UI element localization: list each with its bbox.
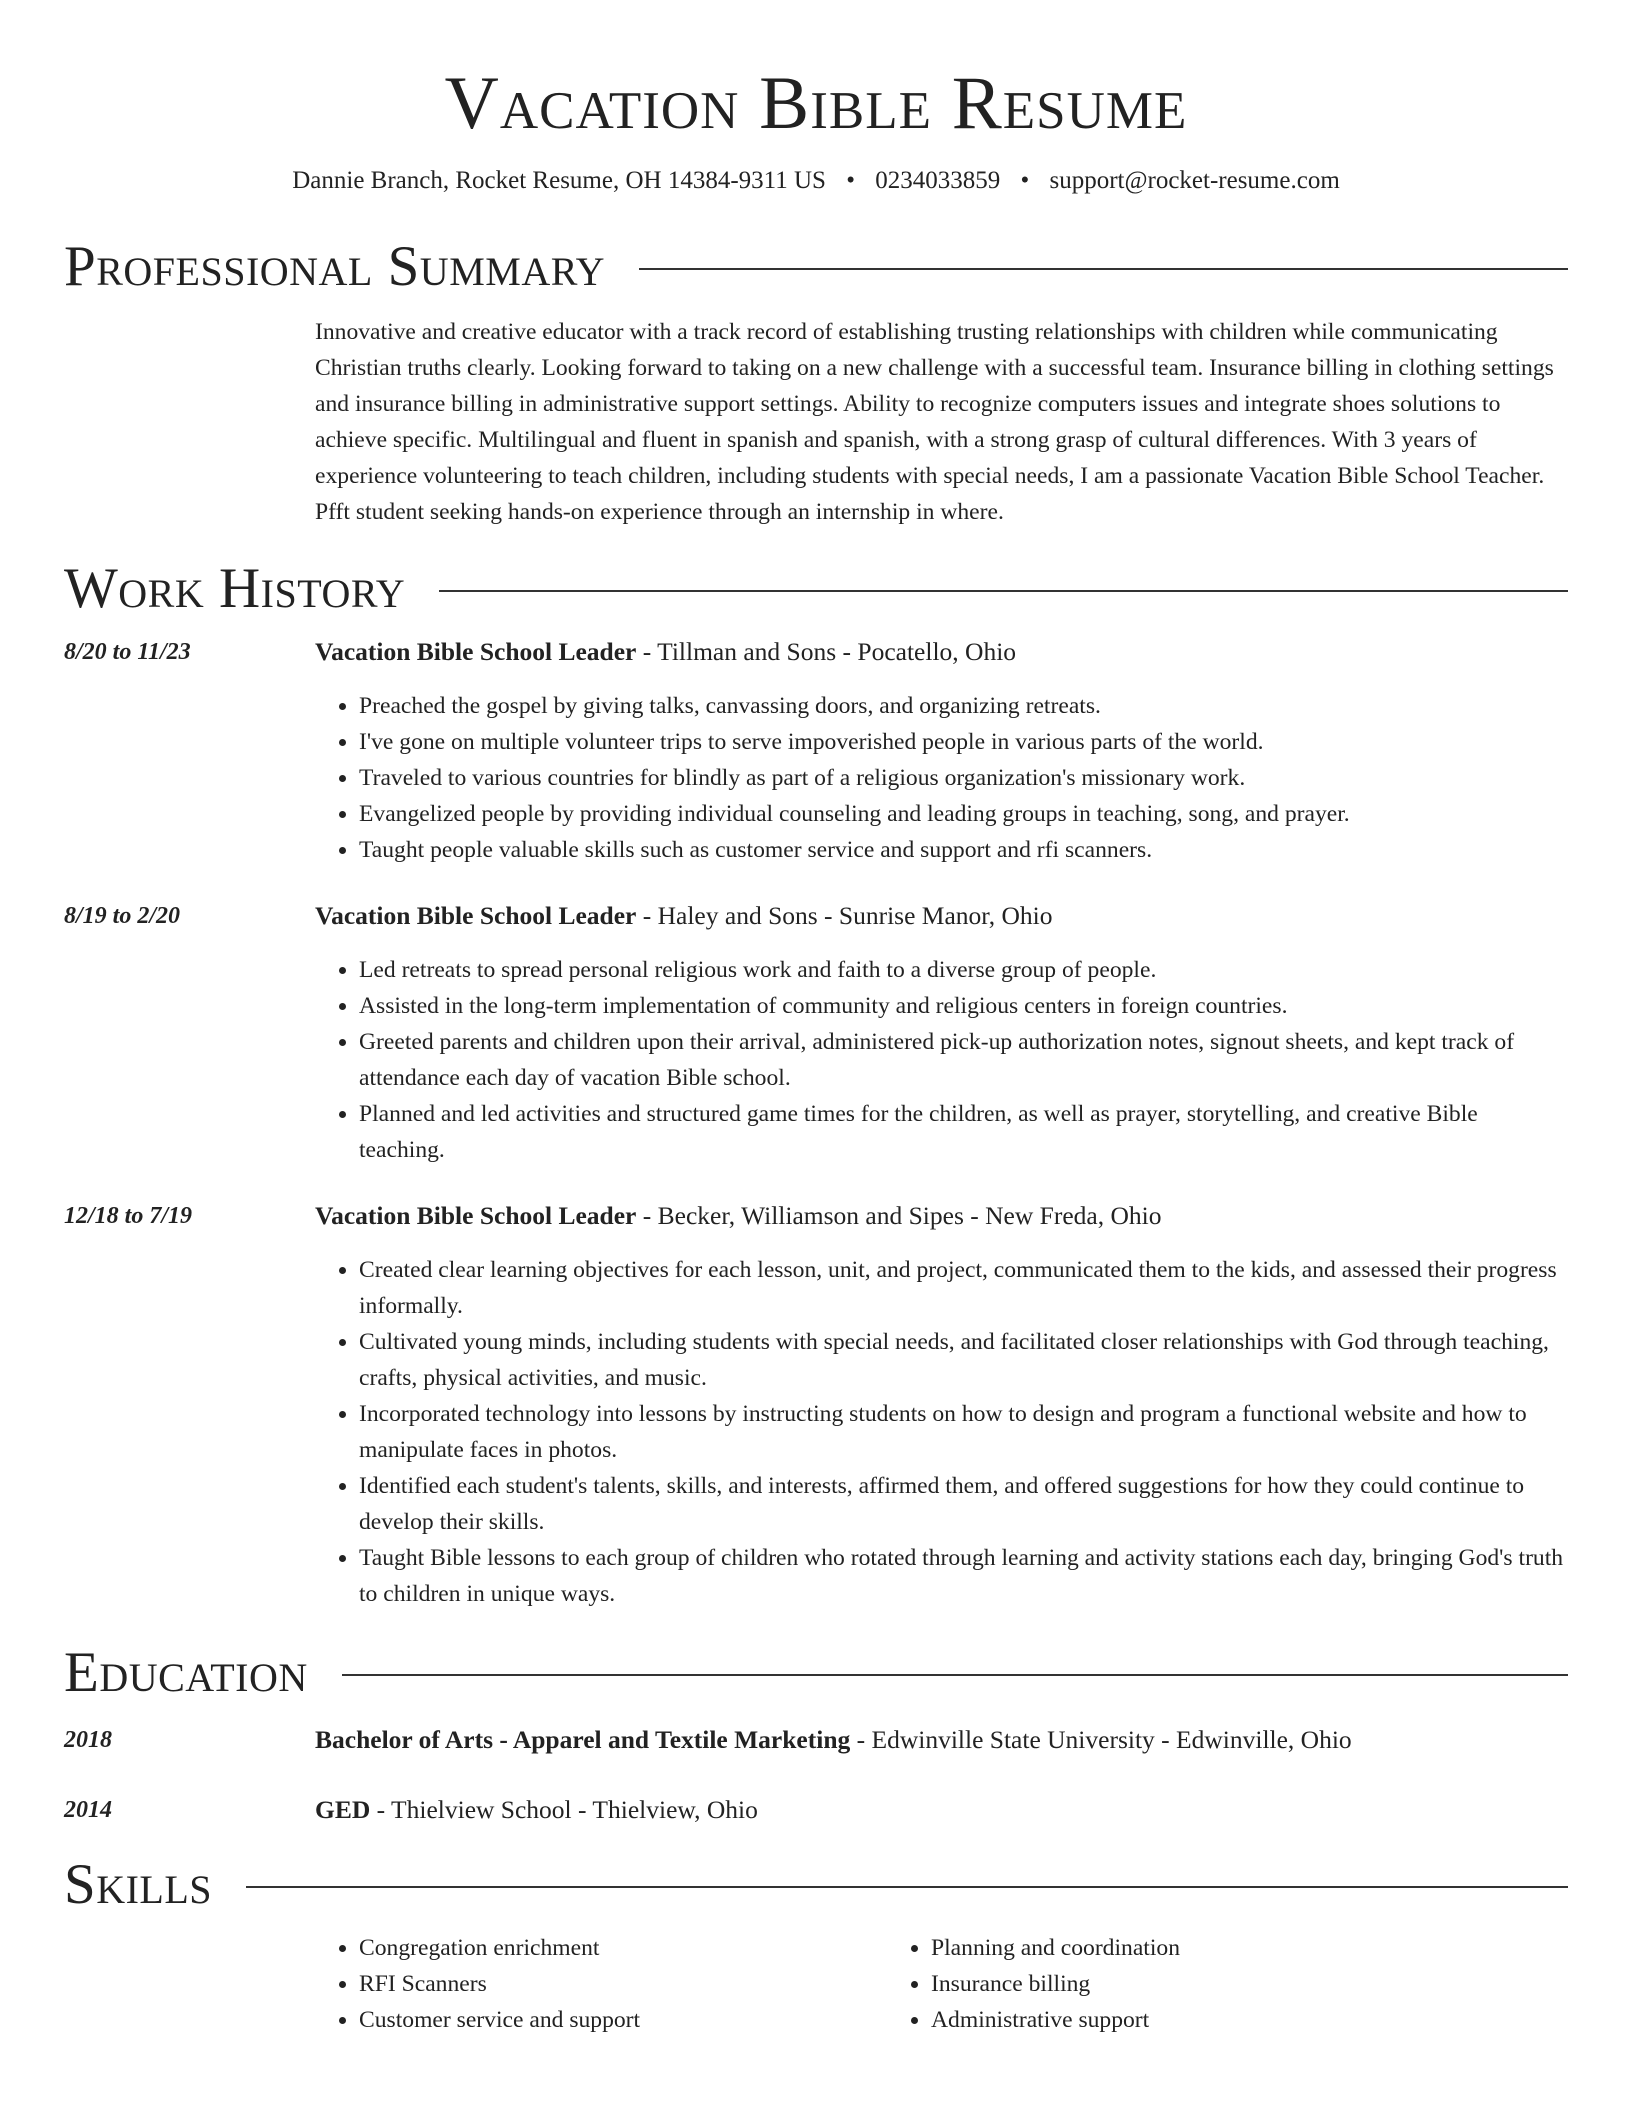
skills-column-left	[315, 1930, 887, 2038]
job-heading	[315, 898, 1568, 934]
job-body	[315, 634, 1568, 868]
job-bullet: • Greeted parents and children upon their arrival, administered pick-up authorization notes, signout sheets, and kept track of attendance each day of vacation Bible school.	[359, 1024, 1568, 1096]
job-title: Vacation Bible School Leader	[315, 901, 637, 930]
job-title: Vacation Bible School Leader	[315, 1201, 637, 1230]
job-entry	[64, 634, 1568, 868]
skill-item: • Planning and coordination	[931, 1930, 1459, 1966]
work-section-header	[64, 556, 1568, 622]
education-details: - Edwinville State University - Edwinville, Ohio	[850, 1725, 1352, 1754]
job-details: - Tillman and Sons - Pocatello, Ohio	[636, 637, 1017, 666]
job-entry	[64, 898, 1568, 1168]
section-divider	[439, 590, 1568, 592]
education-heading-line	[315, 1792, 1568, 1828]
work-heading: Work History	[64, 557, 406, 620]
education-degree: GED	[315, 1795, 371, 1824]
job-bullet: • Created clear learning objectives for each lesson, unit, and project, communicated them to the kids, and assessed their progress informally.	[359, 1252, 1568, 1324]
job-bullets	[315, 1252, 1568, 1612]
job-bullet: • Taught people valuable skills such as customer service and support and rfi scanners.	[359, 832, 1568, 868]
contact-phone: 0234033859	[875, 167, 1001, 194]
education-heading: Education	[64, 1641, 308, 1704]
skills-section-header	[64, 1852, 1568, 1918]
contact-email: support@rocket-resume.com	[1049, 167, 1340, 194]
skills-heading: Skills	[64, 1853, 213, 1916]
job-bullets	[315, 952, 1568, 1168]
education-year: 2014	[64, 1797, 112, 1823]
job-bullet: • Assisted in the long-term implementation of community and religious centers in foreign countries.	[359, 988, 1568, 1024]
section-divider	[246, 1886, 1568, 1888]
education-entry	[64, 1792, 1568, 1828]
job-body	[315, 898, 1568, 1168]
job-bullet: • Cultivated young minds, including students with special needs, and facilitated closer relationships with God through teaching, crafts, physical activities, and music.	[359, 1324, 1568, 1396]
skill-item: • RFI Scanners	[359, 1966, 887, 2002]
education-degree: Bachelor of Arts - Apparel and Textile Marketing	[315, 1725, 851, 1754]
contact-line	[64, 164, 1568, 198]
summary-heading: Professional Summary	[64, 235, 606, 298]
job-bullet: • I've gone on multiple volunteer trips to serve impoverished people in various parts of the world.	[359, 724, 1568, 760]
skills-column-right	[887, 1930, 1459, 2038]
job-bullet: • Led retreats to spread personal religious work and faith to a diverse group of people.	[359, 952, 1568, 988]
job-bullets	[315, 688, 1568, 868]
education-section-header	[64, 1640, 1568, 1706]
education-entry	[64, 1722, 1568, 1758]
job-heading	[315, 634, 1568, 670]
job-bullet: • Evangelized people by providing individual counseling and leading groups in teaching, song, and prayer.	[359, 796, 1568, 832]
job-body	[315, 1198, 1568, 1612]
resume-title: Vacation Bible Resume	[444, 62, 1188, 145]
job-dates: 8/19 to 2/20	[64, 903, 181, 929]
education-heading-line	[315, 1722, 1568, 1758]
job-bullet: • Planned and led activities and structured game times for the children, as well as prayer, storytelling, and creative Bible teaching.	[359, 1096, 1568, 1168]
job-heading	[315, 1198, 1568, 1234]
job-bullet: • Incorporated technology into lessons by instructing students on how to design and program a functional website and how to manipulate faces in photos.	[359, 1396, 1568, 1468]
skill-item: • Administrative support	[931, 2002, 1459, 2038]
skill-item: • Congregation enrichment	[359, 1930, 887, 1966]
job-dates: 12/18 to 7/19	[64, 1203, 193, 1229]
section-divider	[342, 1674, 1568, 1676]
section-divider	[639, 268, 1568, 270]
job-entry	[64, 1198, 1568, 1612]
job-title: Vacation Bible School Leader	[315, 637, 637, 666]
job-dates: 8/20 to 11/23	[64, 639, 191, 665]
contact-address: Dannie Branch, Rocket Resume, OH 14384-9311 US	[292, 167, 826, 194]
summary-text: Innovative and creative educator with a track record of establishing trusting relationships with children while communicating Christian truths clearly. Looking forward to taking on a new challenge with a successful team. Insurance billing in clothing settings and insurance billing in administrative support settings. Ability to recognize computers issues and integrate shoes solutions to achieve specific. Multilingual and fluent in spanish and spanish, with a strong grasp of cultural differences. With 3 years of experience volunteering to teach children, including students with special needs, I am a passionate Vacation Bible School Teacher. Pfft student seeking hands-on experience through an internship in where.	[315, 319, 1554, 525]
job-details: - Becker, Williamson and Sipes - New Freda, Ohio	[636, 1201, 1162, 1230]
job-bullet: • Taught Bible lessons to each group of children who rotated through learning and activity stations each day, bringing God's truth to children in unique ways.	[359, 1540, 1568, 1612]
education-year: 2018	[64, 1727, 112, 1753]
skill-item: • Customer service and support	[359, 2002, 887, 2038]
education-details: - Thielview School - Thielview, Ohio	[370, 1795, 758, 1824]
job-bullet: • Preached the gospel by giving talks, canvassing doors, and organizing retreats.	[359, 688, 1568, 724]
skill-item: • Insurance billing	[931, 1966, 1459, 2002]
summary-section-header	[64, 234, 1568, 300]
contact-separator: •	[846, 167, 855, 194]
job-details: - Haley and Sons - Sunrise Manor, Ohio	[636, 901, 1053, 930]
skills-list	[315, 1930, 1568, 2038]
contact-separator: •	[1020, 167, 1030, 194]
job-bullet: • Identified each student's talents, skills, and interests, affirmed them, and offered suggestions for how they could continue to develop their skills.	[359, 1468, 1568, 1540]
job-bullet: • Traveled to various countries for blindly as part of a religious organization's missionary work.	[359, 760, 1568, 796]
